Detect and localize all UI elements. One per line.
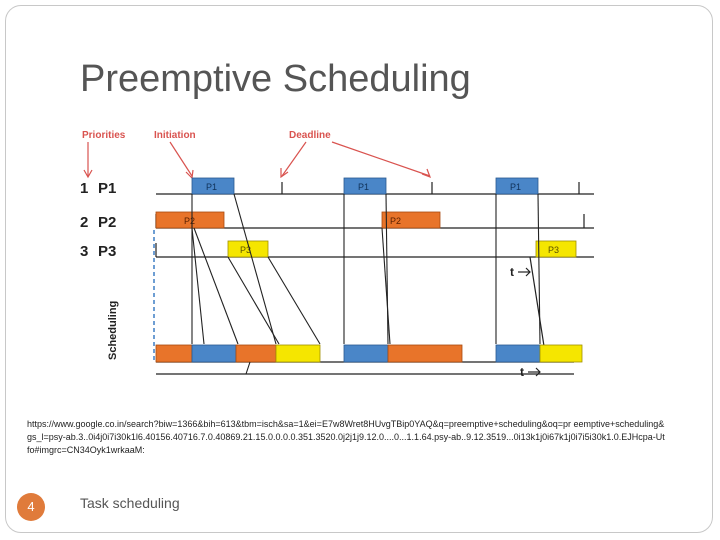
p3-bar-label-2: P3	[548, 245, 560, 255]
p2-bar-label-2: P2	[390, 216, 402, 226]
p3-bars	[228, 241, 576, 257]
row-1-name: P1	[98, 180, 117, 197]
priorities-annotation: Priorities	[82, 130, 126, 141]
scheduling-diagram	[74, 122, 650, 384]
schedule-bars	[156, 345, 582, 362]
annotation-arrows	[84, 142, 430, 178]
p3-bar-label-1: P3	[240, 245, 252, 255]
row-1-priority: 1	[80, 180, 89, 197]
scheduling-label: Scheduling	[107, 300, 119, 360]
p1-bar-label-2: P1	[358, 182, 370, 192]
p1-bar-label-1: P1	[206, 182, 218, 192]
footer-text: Task scheduling	[80, 495, 180, 511]
time-label-p3: t	[510, 265, 514, 279]
initiation-annotation: Initiation	[154, 130, 196, 141]
row-2-name: P2	[98, 214, 117, 231]
p2-bar-label-1: P2	[184, 216, 196, 226]
row-3-name: P3	[98, 243, 117, 260]
p1-bar-label-3: P1	[510, 182, 522, 192]
slide-title: Preemptive Scheduling	[80, 58, 471, 100]
row-3-priority: 3	[80, 243, 89, 260]
row-2-priority: 2	[80, 214, 89, 231]
time-label-bottom: t	[520, 365, 524, 379]
deadline-annotation: Deadline	[289, 130, 331, 141]
slide-number-badge: 4	[17, 493, 45, 521]
source-url[interactable]: https://www.google.co.in/search?biw=1366&bih=613&tbm=isch&sa=1&ei=E7w8Wret8HUvgTBip0YAQ&q=preemptive+scheduling&oq=pr eemptive+scheduling&gs_l=psy-ab.3..0i4j0i7i30k1l6.40156.40716.7.0.40869.21.15.0.0.0.0.351.3520.0j2j1j9.12.0....0...1.1.64.psy-ab..9.12.3519...0i13k1j0i67k1j0i7i5i30k1.0.EJHcpa-Utfo#imgrc=CN34Oyk1wrkaaM:	[27, 419, 665, 455]
time-arrow-bottom	[528, 368, 540, 376]
